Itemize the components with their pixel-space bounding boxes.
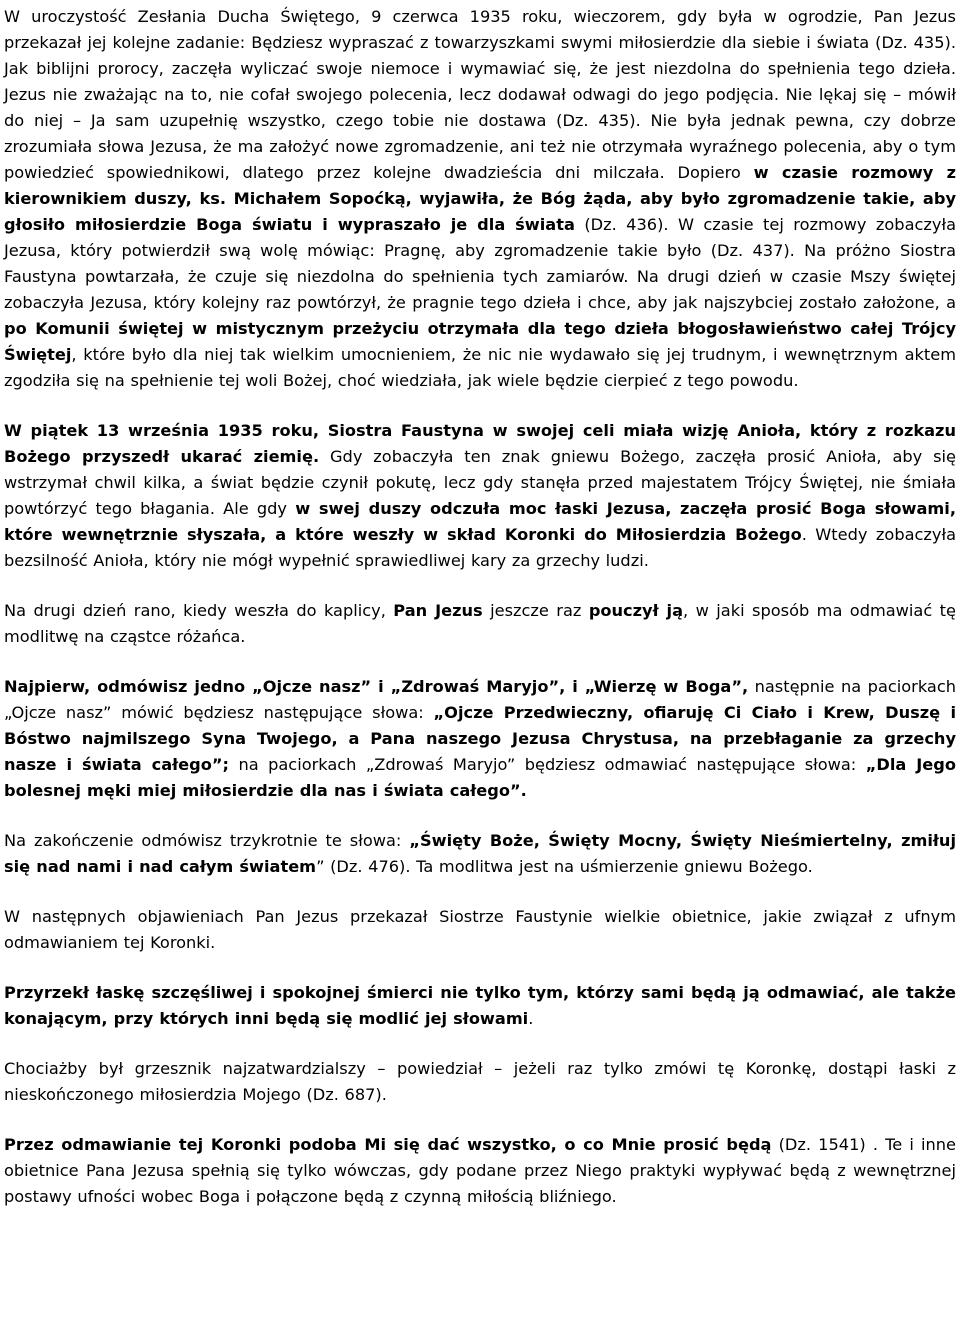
text-run-bold: „Dla Jego bolesnej męki miej miłosierdzie dla nas i świata całego”. [4, 755, 956, 800]
text-run-bold: Najpierw, odmówisz jedno „Ojcze nasz” i „Zdrowaś Maryjo”, i „Wierzę w Boga”, [4, 677, 749, 696]
text-run-bold: W piątek 13 września 1935 roku, Siostra Faustyna w swojej celi miała wizję Anioła, który z rozkazu Bożego przyszedł ukarać ziemię. [4, 421, 956, 466]
text-run: , w jaki sposób ma odmawiać tę modlitwę na cząstce różańca. [4, 601, 956, 646]
paragraph-promise-all [4, 1132, 956, 1210]
paragraph-pentecost-1935 [4, 4, 956, 394]
text-run-bold: Pan Jezus [393, 601, 483, 620]
text-run-bold: pouczył ją [588, 601, 684, 620]
paragraph-promise-sinner [4, 1056, 956, 1108]
text-run: Na zakończenie odmówisz trzykrotnie te słowa: [4, 831, 410, 850]
text-run: . Wtedy zobaczyła bezsilność Anioła, który nie mógł wypełnić sprawiedliwej kary za grzechy ludzi. [4, 525, 957, 570]
text-run: na paciorkach „Zdrowaś Maryjo” będziesz odmawiać następujące słowa: [228, 755, 866, 774]
text-run: (Dz. 436). W czasie tej rozmowy zobaczyła Jezusa, który potwierdził swą wolę mówiąc: Pragnę, aby zgromadzenie takie było (Dz. 437). Na próżno Siostra Faustyna powtarzała, że czuje się niezdolna do spełnienia tych zamiarów. Na drugi dzień w czasie Mszy świętej zobaczyła Jezusa, który kolejny raz powtórzył, że pragnie tego dzieła i chce, aby jak najszybciej zostało założone, a [4, 215, 956, 312]
paragraph-promises-intro [4, 904, 956, 956]
paragraph-angel-vision [4, 418, 956, 574]
text-run-bold: Przez odmawianie tej Koronki podoba Mi się dać wszystko, o co Mnie prosić będą [4, 1135, 772, 1154]
text-run-bold: w czasie rozmowy z kierownikiem duszy, ks. Michałem Sopoćką, wyjawiła, że Bóg żąda, aby było zgromadzenie takie, aby głosiło miłosierdzie Boga światu i wypraszało je dla świata [4, 163, 956, 234]
paragraph-chaplet-ending [4, 828, 956, 880]
text-run: W następnych objawieniach Pan Jezus przekazał Siostrze Faustynie wielkie obietnice, jakie związał z ufnym odmawianiem tej Koronki. [4, 907, 956, 952]
text-run: następnie na paciorkach „Ojcze nasz” mówić będziesz następujące słowa: [4, 677, 956, 722]
text-run: , które było dla niej tak wielkim umocnieniem, że nic nie wydawało się jej trudnym, i wewnętrznym aktem zgodziła się na spełnienie tej woli Bożej, choć wiedziała, jak wiele będzie cierpieć z tego powodu. [4, 345, 956, 390]
text-run-bold: Przyrzekł łaskę szczęśliwej i spokojnej śmierci nie tylko tym, którzy sami będą ją odmawiać, ale także konającym, przy których inni będą się modlić jej słowami [4, 983, 956, 1028]
paragraph-next-day [4, 598, 956, 650]
text-run: Na drugi dzień rano, kiedy weszła do kaplicy, [4, 601, 394, 620]
text-run-bold: w swej duszy odczuła moc łaski Jezusa, zaczęła prosić Boga słowami, które wewnętrznie słyszała, a które weszły w skład Koronki do Miłosierdzia Bożego [4, 499, 956, 544]
text-run-bold: „Święty Boże, Święty Mocny, Święty Nieśmiertelny, zmiłuj się nad nami i nad całym światem [4, 831, 956, 876]
text-run: ” (Dz. 476). Ta modlitwa jest na uśmierzenie gniewu Bożego. [316, 857, 813, 876]
text-run: jeszcze raz [482, 601, 589, 620]
text-run: Chociażby był grzesznik najzatwardzialszy – powiedział – jeżeli raz tylko zmówi tę Koronkę, dostąpi łaski z nieskończonego miłosierdzia Mojego (Dz. 687). [4, 1059, 956, 1104]
text-run-bold: „Ojcze Przedwieczny, ofiaruję Ci Ciało i Krew, Duszę i Bóstwo najmilszego Syna Twojego, a Pana naszego Jezusa Chrystusa, na przebłaganie za grzechy nasze i świata całego”; [4, 703, 956, 774]
text-run: Gdy zobaczyła ten znak gniewu Bożego, zaczęła prosić Anioła, aby się wstrzymał chwil kilka, a świat będzie czynił pokutę, lecz gdy stanęła przed majestatem Trójcy Świętej, nie śmiała powtórzyć tego błagania. Ale gdy [4, 447, 956, 518]
text-run: . [528, 1009, 534, 1028]
paragraph-promise-death [4, 980, 956, 1032]
text-run-bold: po Komunii świętej w mistycznym przeżyciu otrzymała dla tego dzieła błogosławieństwo całej Trójcy Świętej [4, 319, 956, 364]
text-run: W uroczystość Zesłania Ducha Świętego, 9 czerwca 1935 roku, wieczorem, gdy była w ogrodzie, Pan Jezus przekazał jej kolejne zadanie: Będziesz wypraszać z towarzyszkami swymi miłosierdzie dla siebie i świata (Dz. 435). Jak biblijni prorocy, zaczęła wyliczać swoje niemoce i wymawiać się, że jest niezdolna do spełnienia tego dzieła. Jezus nie zważając na to, nie cofał swojego polecenia, lecz dodawał odwagi do jego podjęcia. Nie lękaj się – mówił do niej – Ja sam uzupełnię wszystko, czego tobie nie dostawa (Dz. 435). Nie była jednak pewna, czy dobrze zrozumiała słowa Jezusa, że ma założyć nowe zgromadzenie, ani też nie otrzymała wyraźnego polecenia, aby o tym powiedzieć spowiednikowi, dlatego przez kolejne dwadzieścia dni milczała. Dopiero [4, 7, 956, 182]
paragraph-chaplet-instructions [4, 674, 956, 804]
text-run: (Dz. 1541) . Te i inne obietnice Pana Jezusa spełnią się tylko wówczas, gdy podane przez Niego praktyki wypływać będą z wewnętrznej postawy ufności wobec Boga i połączone będą z czynną miłością bliźniego. [4, 1135, 956, 1206]
